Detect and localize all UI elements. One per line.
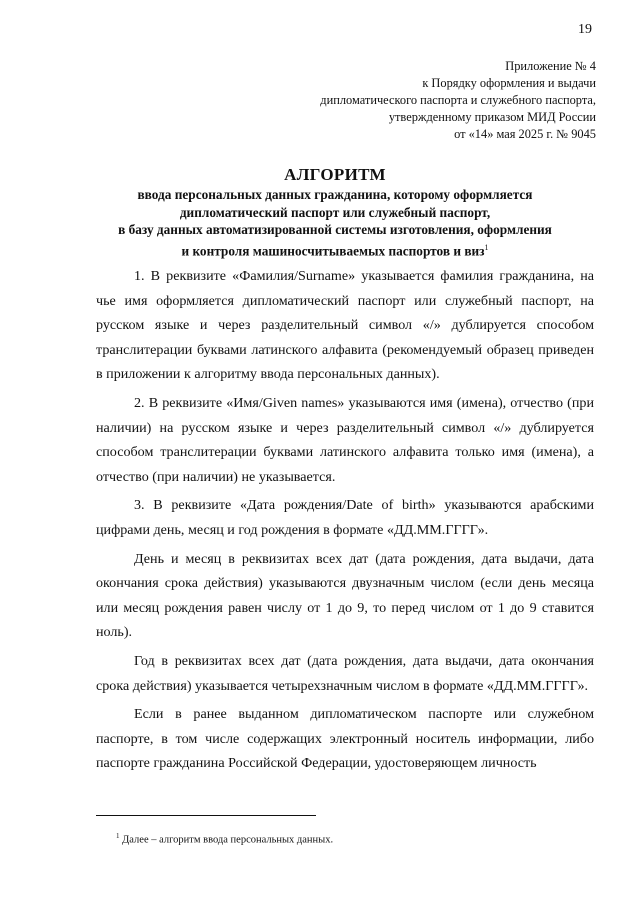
paragraph: Если в ранее выданном дипломатическом паспорте или служебном паспорте, в том числе содержащих электронный носитель информации, либо паспорте гражданина Российской Федерации, удостоверяющем личность xyxy=(96,706,594,772)
appendix-line: к Порядку оформления и выдачи xyxy=(422,76,596,90)
appendix-line: дипломатического паспорта и служебного паспорта, xyxy=(320,93,596,107)
subtitle-line-last xyxy=(90,239,580,260)
subtitle-line: ввода персональных данных гражданина, которому оформляется xyxy=(137,187,533,202)
appendix-line: Приложение № 4 xyxy=(505,59,596,73)
paragraph: День и месяц в реквизитах всех дат (дата рождения, дата выдачи, дата окончания срока действия) указываются двузначным числом (если день месяца или месяц рождения равен числу от 1 до 9, то перед числом от 1 до 9 ставится ноль). xyxy=(96,550,594,641)
appendix-line: от «14» мая 2025 г. № 9045 xyxy=(454,127,596,141)
title-heading: АЛГОРИТМ xyxy=(284,165,386,184)
subtitle-line-text: и контроля машиносчитываемых паспортов и виз xyxy=(181,242,485,258)
paragraph: 1. В реквизите «Фамилия/Surname» указывается фамилия гражданина, на чье имя оформляется дипломатический паспорт или служебный паспорт, на русском языке и через разделительный символ «/» дублируется способом транслитерации буквами латинского алфавита (рекомендуемый образец приведен в приложении к алгоритму ввода персональных данных). xyxy=(96,268,594,383)
document-body xyxy=(96,264,594,780)
subtitle-line: в базу данных автоматизированной системы изготовления, оформления xyxy=(118,222,552,237)
paragraph: Год в реквизитах всех дат (дата рождения, дата выдачи, дата окончания срока действия) указывается четырехзначным числом в формате «ДД.ММ.ГГГГ». xyxy=(96,652,594,694)
footnote-divider xyxy=(96,815,316,816)
subtitle-line: дипломатический паспорт или служебный паспорт, xyxy=(179,204,491,220)
footnote-reference: 1 xyxy=(484,242,489,252)
footnote-number: 1 xyxy=(116,832,120,840)
footnote-text: Далее – алгоритм ввода персональных данных. xyxy=(122,834,334,846)
appendix-line: утвержденному приказом МИД России xyxy=(388,110,596,124)
paragraph: 2. В реквизите «Имя/Given names» указываются имя (имена), отчество (при наличии) на русском языке и через разделительный символ «/» дублируется способом транслитерации буквами латинского алфавита только имя (имена), а отчество (при наличии) не указывается. xyxy=(96,394,594,485)
document-title xyxy=(90,164,580,259)
footnote xyxy=(116,832,333,846)
page-number: 19 xyxy=(578,22,592,37)
paragraph: 3. В реквизите «Дата рождения/Date of birth» указываются арабскими цифрами день, месяц и год рождения в формате «ДД.ММ.ГГГГ». xyxy=(96,497,594,538)
appendix-header xyxy=(320,58,596,143)
